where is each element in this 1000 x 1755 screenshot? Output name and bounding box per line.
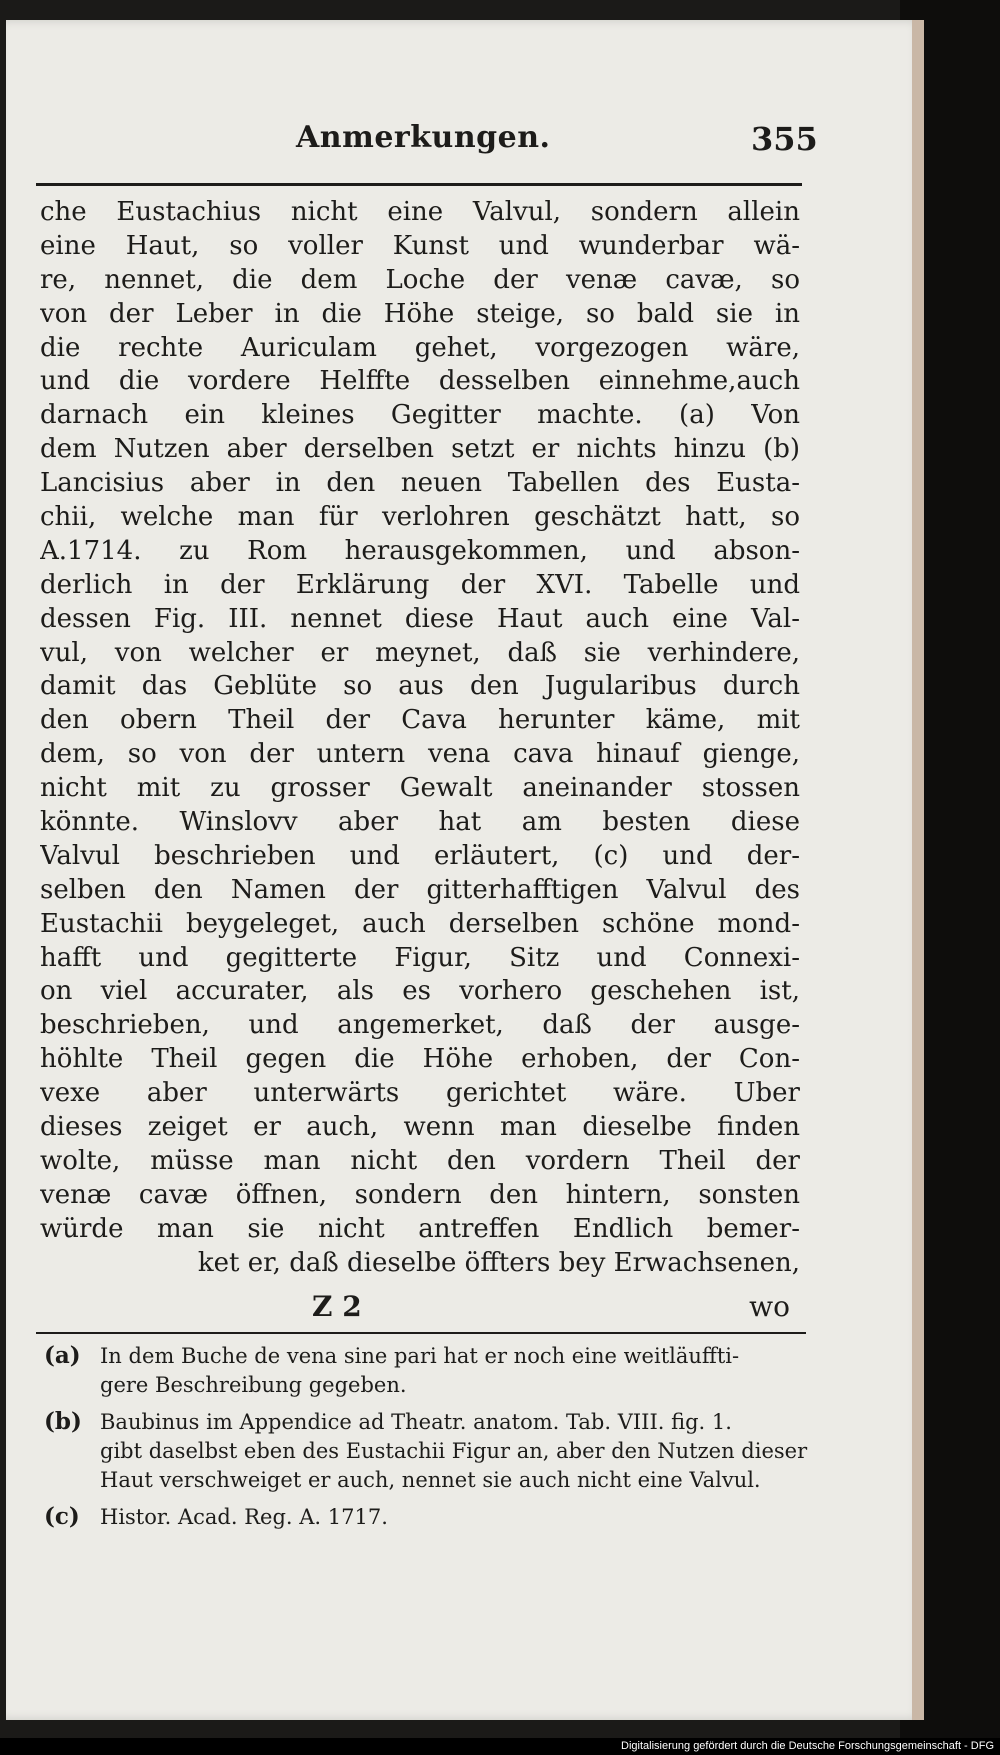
text-line: hafft und gegitterte Figur, Sitz und Connexi- [40, 942, 800, 973]
catchword: wo [749, 1290, 790, 1323]
footnotes [40, 1342, 810, 1540]
text-line: von der Leber in die Höhe steige, so bald sie in [40, 298, 800, 329]
text-line: dessen Fig. III. nennet diese Haut auch eine Val- [40, 603, 800, 634]
footnote-line: Histor. Acad. Reg. A. 1717. [100, 1505, 388, 1529]
text-line: derlich in der Erklärung der XVI. Tabelle und [40, 569, 800, 600]
footnote-line: gibt daselbst eben des Eustachii Figur an, aber den Nutzen dieser [100, 1439, 808, 1463]
footnote-marker: (a) [44, 1342, 81, 1369]
footnote-line: In dem Buche de vena sine pari hat er noch eine weitläuffti- [100, 1344, 740, 1368]
text-line: dem, so von der untern vena cava hinauf gienge, [40, 739, 800, 770]
book-page [6, 20, 923, 1720]
text-line: beschrieben, und angemerket, daß der ausge- [40, 1010, 800, 1041]
signature-mark: Z 2 [312, 1290, 362, 1323]
text-line: vexe aber unterwärts gerichtet wäre. Uber [40, 1078, 800, 1109]
footnote-line: gere Beschreibung gegeben. [100, 1373, 407, 1397]
footnote-marker: (b) [44, 1408, 82, 1435]
footnote [40, 1342, 810, 1400]
text-line: selben den Namen der gitterhafftigen Valvul des [40, 874, 800, 905]
header-rule [36, 183, 802, 186]
text-line: und die vordere Helffte desselben einnehme,auch [40, 366, 800, 397]
text-line: damit das Geblüte so aus den Jugularibus durch [40, 671, 800, 702]
page-number: 355 [751, 120, 818, 158]
footer-bar [0, 1738, 1000, 1755]
signature-row [40, 1290, 800, 1326]
text-line: chii, welche man für verlohren geschätzt hatt, so [40, 502, 800, 533]
text-line: ket er, daß dieselbe öffters bey Erwachsenen, [197, 1247, 800, 1278]
text-line: Eustachii beygeleget, auch derselben schöne mond- [40, 908, 800, 939]
text-line: Valvul beschrieben und erläutert, (c) und der- [40, 840, 800, 871]
footnote-marker: (c) [44, 1503, 80, 1530]
text-line: Lancisius aber in den neuen Tabellen des Eusta- [40, 468, 800, 499]
footnote-line: Baubinus im Appendice ad Theatr. anatom. Tab. VIII. fig. 1. [100, 1410, 732, 1434]
digitization-credit: Digitalisierung gefördert durch die Deutsche Forschungsgemeinschaft - DFG [621, 1740, 994, 1752]
body-text [40, 196, 800, 1281]
text-line: höhlte Theil gegen die Höhe erhoben, der Con- [40, 1044, 800, 1075]
footnote [40, 1503, 810, 1532]
running-title: Anmerkungen. [296, 120, 551, 155]
page-edge [912, 20, 924, 1720]
text-line: eine Haut, so voller Kunst und wunderbar wä- [40, 230, 800, 261]
text-line: che Eustachius nicht eine Valvul, sondern allein [40, 197, 800, 227]
footnote [40, 1408, 810, 1495]
text-line: vul, von welcher er meynet, daß sie verhindere, [40, 637, 800, 668]
text-line: könnte. Winslovv aber hat am besten diese [40, 807, 800, 838]
text-line: on viel accurater, als es vorhero geschehen ist, [40, 976, 800, 1007]
text-line: darnach ein kleines Gegitter machte. (a) Von [40, 400, 800, 431]
text-line: wolte, müsse man nicht den vordern Theil der [40, 1145, 800, 1176]
footnote-line: Haut verschweiget er auch, nennet sie auch nicht eine Valvul. [100, 1468, 761, 1492]
text-line: dem Nutzen aber derselben setzt er nichts hinzu (b) [40, 434, 800, 465]
text-line: nicht mit zu grosser Gewalt aneinander stossen [40, 773, 800, 804]
text-line: dieses zeiget er auch, wenn man dieselbe finden [40, 1112, 800, 1143]
text-line: A.1714. zu Rom herausgekommen, und abson- [40, 535, 800, 566]
text-line: den obern Theil der Cava herunter käme, mit [40, 705, 800, 736]
running-head [6, 120, 923, 160]
text-line: würde man sie nicht antreffen Endlich bemer- [40, 1213, 800, 1244]
text-line: die rechte Auriculam gehet, vorgezogen wäre, [40, 332, 800, 363]
footnote-rule [36, 1332, 806, 1334]
text-line: venæ cavæ öffnen, sondern den hintern, sonsten [40, 1179, 800, 1210]
text-line: re, nennet, die dem Loche der venæ cavæ, so [40, 264, 800, 295]
